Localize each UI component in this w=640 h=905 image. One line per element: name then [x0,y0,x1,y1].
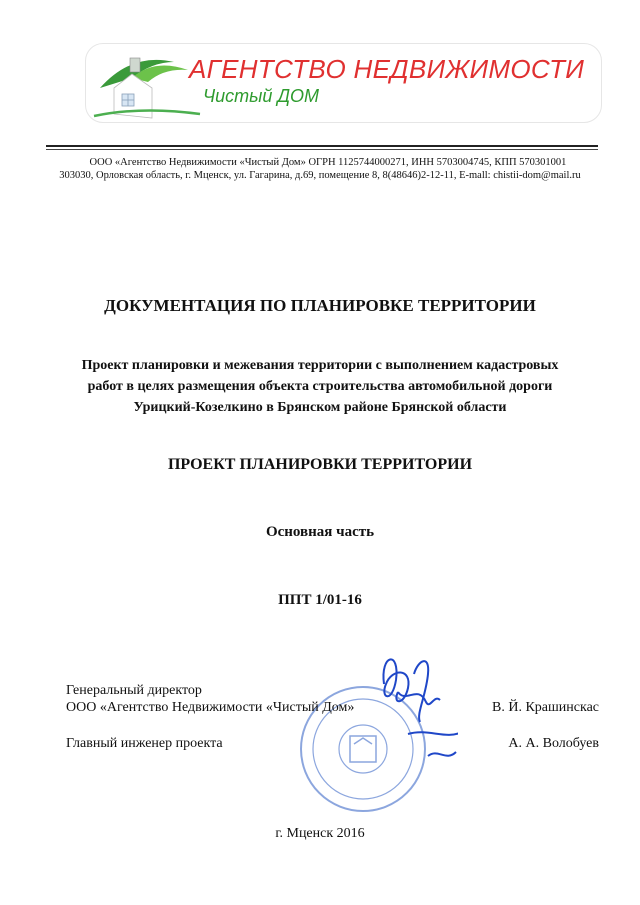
project-line: Проект планировки и межевания территории с выполнением кадастровых [81,358,559,373]
company-seal-stamp [288,644,458,814]
general-director-name: В. Й. Крашинскас [492,700,599,715]
company-address-line: 303030, Орловская область, г. Мценск, ул. Гагарина, д.69, помещение 8, 8(48646)2-12-11, E-mall: chistii-dom@mail.ru [59,170,581,181]
chief-engineer-name: А. А. Волобуев [508,736,599,751]
document-code: ППТ 1/01-16 [278,592,362,608]
document-title: ДОКУМЕНТАЦИЯ ПО ПЛАНИРОВКЕ ТЕРРИТОРИИ [104,296,536,315]
section-title: ПРОЕКТ ПЛАНИРОВКИ ТЕРРИТОРИИ [167,456,473,473]
project-description [60,355,580,418]
company-requisites-line: ООО «Агентство Недвижимости «Чистый Дом» ОГРН 1125744000271, ИНН 5703004745, КПП 570301001 [89,157,567,168]
city-year: г. Мценск 2016 [275,826,365,841]
general-director-role: Генеральный директор [66,683,202,698]
chief-engineer-role: Главный инженер проекта [66,736,223,751]
company-logo [85,43,602,123]
house-logo-icon [92,48,202,120]
general-director-org: ООО «Агентство Недвижимости «Чистый Дом» [66,700,355,715]
header-divider [46,145,598,147]
header-divider-thin [46,149,598,150]
logo-subtitle: Чистый ДОМ [203,86,320,106]
part-title: Основная часть [265,524,375,540]
project-line: работ в целях размещения объекта строительства автомобильной дороги [87,379,553,394]
logo-title: АГЕНТСТВО НЕДВИЖИМОСТИ [189,54,585,84]
project-line: Урицкий-Козелкино в Брянском районе Брянской области [133,400,507,415]
